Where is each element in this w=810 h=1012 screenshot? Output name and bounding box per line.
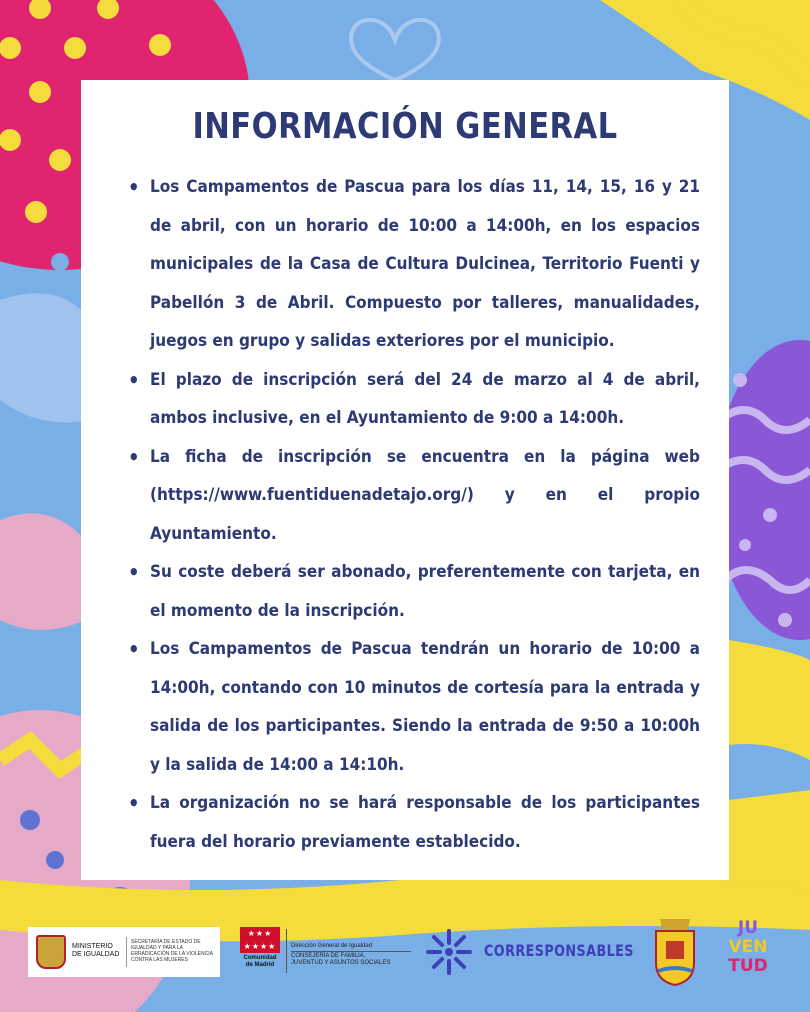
list-item: • Los Campamentos de Pascua tendrán un horario de 10:00 a 14:00h, contando con 10 minutos de cortesía para la entrada y salida de los participantes. Siendo la entrada de 9:50 a 10:00h y la salida de 14:00 a 14:10h. [128, 630, 700, 784]
list-item: • Los Campamentos de Pascua para los días 11, 14, 15, 16 y 21 de abril, con un horario de 10:00 a 14:00h, en los espacios municipales de la Casa de Cultura Dulcinea, Territorio Fuenti y Pabellón 3 de Abril. Compuesto por talleres, manualidades, juegos en grupo y salidas exteriores por el municipio. [128, 168, 700, 361]
sponsor-logos [0, 915, 810, 995]
list-item: • Su coste deberá ser abonado, preferentemente con tarjeta, en el momento de la inscripción. [128, 553, 700, 630]
info-list [128, 168, 700, 861]
list-item: • La ficha de inscripción se encuentra en la página web (https://www.fuentiduenadetajo.org/) y en el propio Ayuntamiento. [128, 438, 700, 554]
comunidad-madrid-logo [236, 927, 284, 977]
ministerio-name: MINISTERIO DE IGUALDAD [72, 943, 120, 958]
corresponsables-label: CORRESPONSABLES [484, 941, 634, 960]
madrid-stars-flag-icon: ★★★ ★★★★ [240, 927, 280, 953]
secretaria-text: SECRETARÍA DE ESTADO DE IGUALDAD Y PARA LA ERRADICACIÓN DE LA VIOLENCIA CONTRA LAS MUJERES [131, 939, 213, 963]
list-item: • La organización no se hará responsable de los participantes fuera del horario previamente establecido. [128, 784, 700, 861]
divider [286, 929, 287, 973]
corresponsables-star-icon [424, 927, 474, 977]
divider [126, 937, 127, 967]
spain-coat-of-arms-icon [36, 935, 66, 969]
ministerio-logo [28, 927, 220, 977]
comunidad-label: Comunidad de Madrid [243, 955, 277, 968]
direccion-text: Dirección General de Igualdad CONSEJERÍA DE FAMILIA, JUVENTUD Y ASUNTOS SOCIALES [291, 943, 411, 967]
list-item: • El plazo de inscripción será del 24 de marzo al 4 de abril, ambos inclusive, en el Ayuntamiento de 9:00 a 14:00h. [128, 361, 700, 438]
juventud-logo: JU VEN TUD [728, 918, 768, 976]
town-shield-icon [652, 915, 698, 987]
page-title: INFORMACIÓN GENERAL [192, 106, 618, 147]
